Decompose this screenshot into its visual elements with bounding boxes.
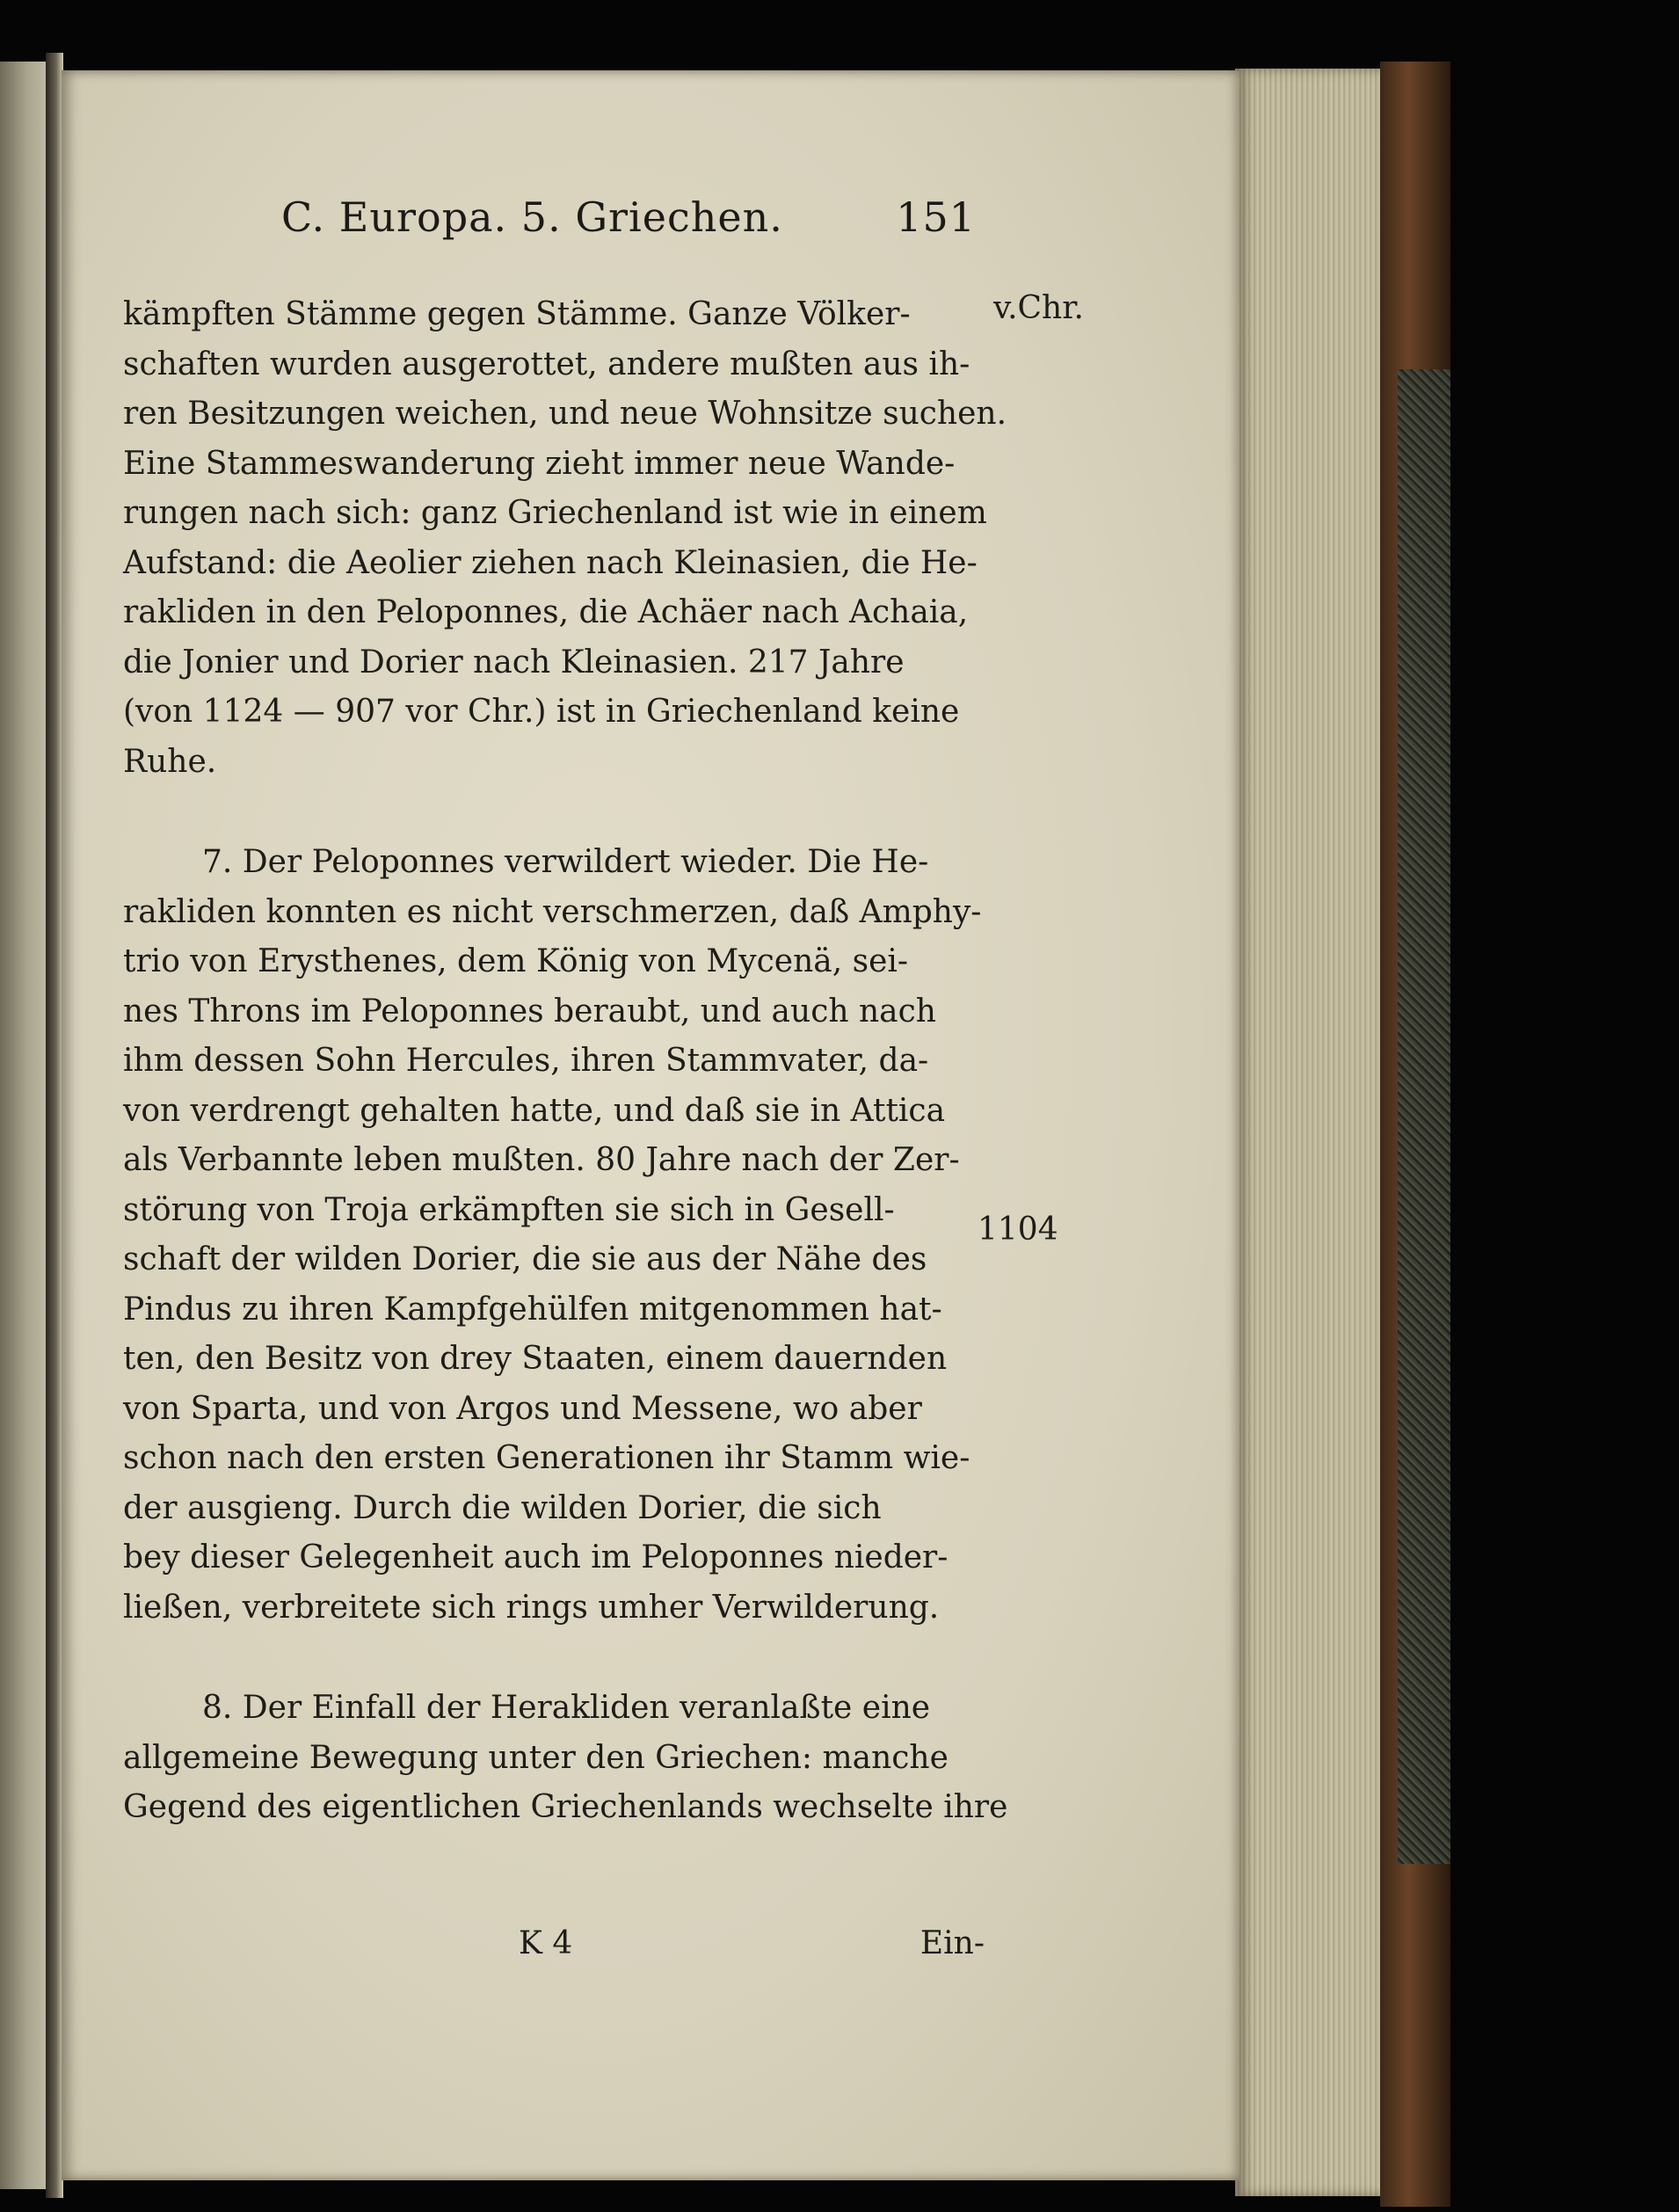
page-number: 151	[896, 193, 976, 241]
signature-mark: K 4	[519, 1925, 573, 1961]
marbled-cover-board	[1398, 369, 1450, 1864]
running-title: C. Europa. 5. Griechen.	[281, 193, 783, 241]
text-line: bey dieser Gelegenheit auch im Peloponnes nieder-	[123, 1539, 949, 1575]
text-line: allgemeine Bewegung unter den Griechen: manche	[123, 1739, 949, 1776]
margin-note-era: v.Chr.	[993, 290, 1084, 326]
text-line: Pindus zu ihren Kampfgehülfen mitgenommen hat-	[123, 1291, 942, 1328]
text-line: ihm dessen Sohn Hercules, ihren Stammvater, da-	[123, 1043, 929, 1079]
text-line: trio von Erysthenes, dem König von Mycenä, sei-	[123, 943, 909, 979]
text-line: Aufstand: die Aeolier ziehen nach Kleinasien, die He-	[123, 544, 978, 581]
text-line: rakliden konnten es nicht verschmerzen, daß Amphy-	[123, 893, 982, 930]
margin-note-year: 1104	[978, 1212, 1058, 1248]
text-line: nes Throns im Peloponnes beraubt, und auch nach	[123, 993, 936, 1030]
text-line: rungen nach sich: ganz Griechenland ist wie in einem	[123, 495, 987, 531]
text-line: kämpften Stämme gegen Stämme. Ganze Völker-	[123, 296, 911, 332]
text-line: 7. Der Peloponnes verwildert wieder. Die He-	[202, 844, 929, 880]
text-line: ließen, verbreitete sich rings umher Verwilderung.	[123, 1589, 940, 1626]
text-line: die Jonier und Dorier nach Kleinasien. 217 Jahre	[123, 644, 905, 680]
text-line: rakliden in den Peloponnes, die Achäer nach Achaia,	[123, 594, 969, 630]
text-line: schaft der wilden Dorier, die sie aus der Nähe des	[123, 1241, 927, 1277]
text-line: der ausgieng. Durch die wilden Dorier, die sich	[123, 1489, 882, 1526]
text-line: Eine Stammeswanderung zieht immer neue Wande-	[123, 445, 956, 482]
facing-page-edge	[0, 62, 46, 2189]
text-line: störung von Troja erkämpften sie sich in Gesell-	[123, 1191, 895, 1228]
body-text	[123, 290, 1008, 1833]
text-line: schaften wurden ausgerottet, andere mußten aus ih-	[123, 346, 970, 382]
text-line: ren Besitzungen weichen, und neue Wohnsitze suchen.	[123, 396, 1007, 432]
page-block-edges	[1235, 69, 1380, 2196]
text-line: Ruhe.	[123, 743, 217, 780]
paragraph-7	[123, 838, 985, 1633]
text-line: schon nach den ersten Generationen ihr Stamm wie-	[123, 1440, 970, 1476]
text-line: von Sparta, und von Argos und Messene, wo aber	[123, 1390, 922, 1427]
book-gutter	[46, 53, 63, 2198]
paragraph-1	[123, 290, 1007, 787]
catchword: Ein-	[919, 1925, 985, 1961]
paragraph-gap	[123, 787, 985, 838]
text-line: von verdrengt gehalten hatte, und daß sie in Attica	[123, 1092, 946, 1129]
text-line: Gegend des eigentlichen Griechenlands wechselte ihre	[123, 1789, 1008, 1825]
running-head	[281, 193, 976, 255]
paragraph-gap	[123, 1633, 985, 1684]
text-line: 8. Der Einfall der Herakliden veranlaßte eine	[202, 1690, 931, 1726]
text-line: (von 1124 — 907 vor Chr.) ist in Griechenland keine	[123, 694, 960, 730]
page-footer	[123, 1925, 985, 1975]
paragraph-8	[123, 1684, 1008, 1833]
text-line: ten, den Besitz von drey Staaten, einem dauernden	[123, 1341, 948, 1377]
text-line: als Verbannte leben mußten. 80 Jahre nach der Zer-	[123, 1142, 960, 1178]
